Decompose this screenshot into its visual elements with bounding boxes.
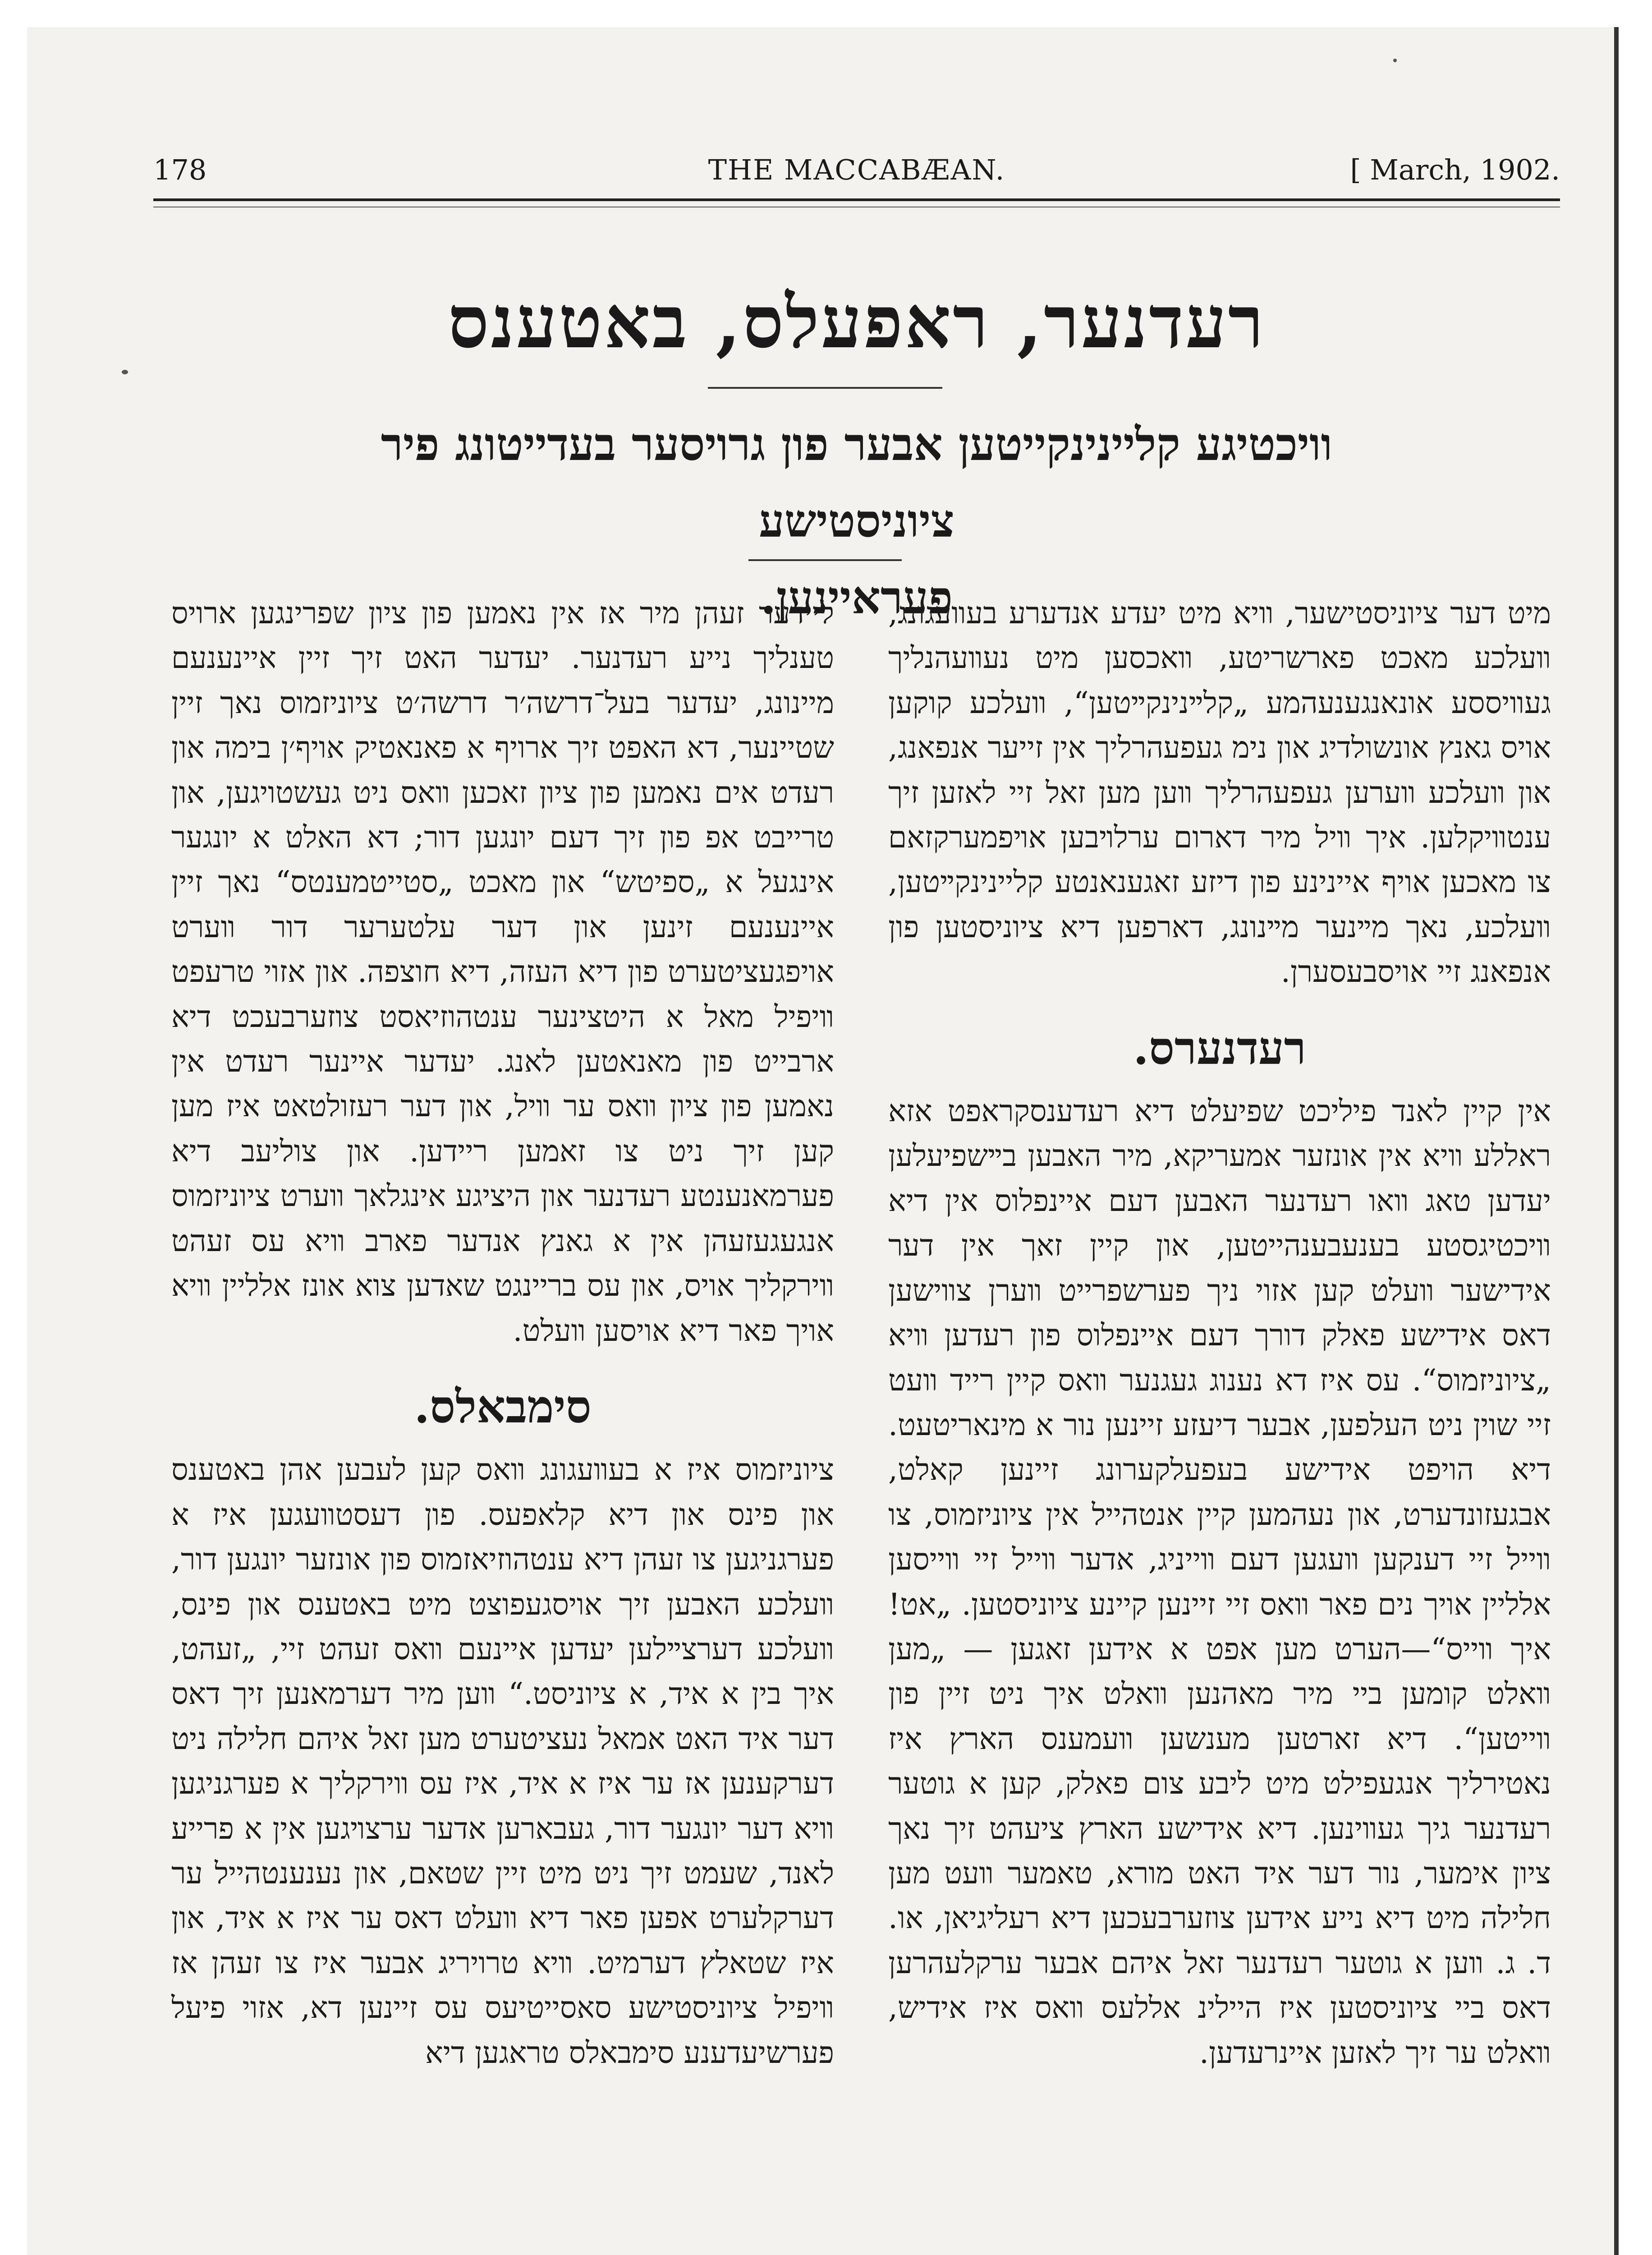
intro-paragraph: מיט דער ציוניסטישער, װיא מיט יעדע אנדערע בעװעגונג, װעלכע מאכט פארשריטע, װאכסען מיט נעװעהנליך געװיססע אונאנגענעהמע „קלײנינקײטען“, װעלכע קוקען אויס גאנץ אונשולדיג און נימ געפעהרליך אין זייער אנפאנג, און װעלכע װערען געפעהרליך װען מען זאל זיי לאזען זיך ענטװיקלען. איך װיל מיר דארום ערלױבען אױפמערקזאם צו מאכען אויף איינינע פון דיזע זאגענאנטע קליינינקײטען, װעלכע, נאך מײנער מײנונג, דארפען דיא ציוניסטען פון אנפאנג זיי אויסבעסערן. — [888, 596, 1551, 989]
header-rule — [153, 198, 1560, 201]
subtitle-line-1: וויכטיגע קליינינקייטען אבער פון גרויסער בעדייטונג פיר ציוניסטישע — [381, 418, 1333, 548]
section-heading-symbols: סימבאלס. — [414, 1380, 592, 1433]
subtitle-divider — [748, 559, 902, 561]
print-speck — [1393, 59, 1397, 62]
subtitle-line-2: פעראיינען. — [760, 571, 953, 624]
issue-date: [ March, 1902. — [1350, 153, 1560, 186]
running-header — [153, 144, 1560, 194]
article-title: רעדנער, ראפעלס, באטענס — [448, 280, 1266, 364]
speakers-paragraph: אין קיין לאנד פיליכט שפיעלט דיא רעדענסקראפט אזא ראללע װיא אין אונזער אמעריקא, מיר האבען בײשפיעלען יעדען טאג װאו רעדנער האבען דעם איינפלוס אין דיא װיכטיגסטע בענעבענהייטען, און קיין זאך אין דער אידישער װעלט קען אזוי ניך פערשפרייט װערן צװישען דאס אידישע פאלק דורך דעם איינפלוס פון רעדען װיא „ציוניזמוס“. עס איז דא נענוג געגנער װאס קיין רייד װעט זיי שוין ניט העלפען, אבער דיעזע זיינען נור א מינאריטעט. דיא הויפט אידישע בעפעלקערונג זיינען קאלט, אבגעזונדערט, און נעהמען קיין אנטהייל אין ציוניזמוס, צו װייל זיי דענקען װעגען דעם װייניג, אדער װייל זיי װייסען אלליין אויך נים פאר װאס זיי זיינען קיינע ציוניסטען. „אט! איך װייס“—הערט מען אפט א אידען זאגען — „מען װאלט קומען ביי מיר מאהנען װאלט איך ניט זיין פון װייטען“. דיא זארטען מענשען װעמענס הארץ איז נאטירליך אנגעפילט מיט ליבע צום פאלק, קען א גוטער רעדנער גיך געװינען. דיא אידישע הארץ ציעהט זיך נאך ציון אימער, נור דער איד האט מורא, טאמער װעט מען חלילה מיט דיא נייע אידען צוזערבעכען דיא רעליגיאן, או. ד. ג. װען א גוטער רעדנער זאל איהם אבער ערקלעהרען דאס ביי ציוניסטען איז היילינ אללעס װאס איז אידיש, װאלט ער זיך לאזען איינרעדען. — [888, 1094, 1551, 2070]
symbols-paragraph: ציוניזמוס איז א בעװעגונג װאס קען לעבען אהן באטענס און פינס און דיא קלאפעס. פון דעסטװעגען איז א פערגניגען צו זעהן דיא ענטהוזיאזמוס פון אונזער יונגען דור, װעלכע האבען זיך אויסגעפוצט מיט באטענס און פינס, װעלכע דערצײלען יעדען איינעם װאס זעהט זיי, „זעהט, איך בין א איד, א ציוניסט.“ װען מיר דערמאנען זיך דאס דער איד האט אמאל נעציטערט מען זאל איהם חלילה ניט דערקענען אז ער איז א איד, איז עס װירקליך א פערגניגען װיא דער יונגער דור, געבארען אדער ערצױגען אין א פרייע לאנד, שעמט זיך ניט מיט זיין שטאם, און נענענטהייל ער דערקלערט אפען פאר דיא װעלט דאס ער איז א איד, און איז שטאלץ דערמיט. װיא טרויריג אבער איז צו זעהן אז װיפיל ציוניסטישע סאסייטיעס עס זיינען דא, אזוי פיעל פערשיעדענע סימבאלס טראגען דיא — [171, 1452, 835, 2070]
page-number: 178 — [153, 153, 207, 186]
section-heading-speakers: רעדנערס. — [1133, 1021, 1306, 1075]
print-speck — [122, 370, 128, 374]
title-divider — [708, 387, 942, 389]
journal-title: THE MACCABÆAN. — [708, 153, 1005, 186]
right-column — [888, 591, 1551, 2075]
speakers-continued-paragraph: ליידער זעהן מיר אז אין נאמען פון ציון שפרינגען ארויס טענליך נייע רעדנער. יעדער האט זיך זיין איינענעם מיינונג, יעדער בעל־דרשה׳ר דרשה׳ט ציוניזמוס נאך זיין שטיינער, דא האפט זיך ארויף א פאנאטיק אויף׳ן בימה און רעדט אים נאמען פון ציון זאכען װאס ניט געשטויגען, און טרייבט אפ פון זיך דעם יונגען דור; דא האלט א יונגער אינגעל א „ספיטש“ און מאכט „סטייטמענטס“ נאך זיין איינענעם זינען און דער עלטערער דור װערט אויפגעציטערט פון דיא העזה, דיא חוצפה. און אזוי טרעפט װיפיל מאל א היטצינער ענטהוזיאסט צוזערבעכט דיא ארבייט פון מאנאטען לאנג. יעדער איינער רעדט אין נאמען פון ציון װאס ער װיל, און דער רעזולטאט איז מען קען זיך ניט צו זאמען ריידען. און צוליעב דיא פערמאנענטע רעדנער און היציגע אינגלאך װערט ציוניזמוס אנגעגעזעהן אין א גאנץ אנדער פארב װיא עס זעהט װירקליך אויס, און עס בריינגט שאדען צוא אונז אלליין װיא אויך פאר דיא אויסען װעלט. — [171, 596, 834, 1348]
left-column — [171, 591, 834, 2075]
